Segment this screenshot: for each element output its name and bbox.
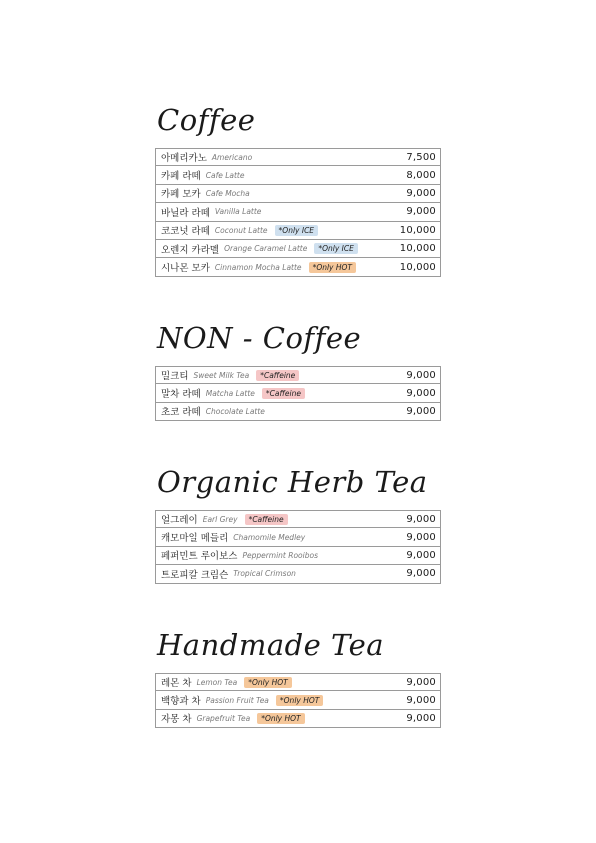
- item-name-korean: 밀크티: [161, 371, 189, 383]
- menu-item-row: [155, 690, 441, 709]
- item-name-english: Tropical Crimson: [233, 569, 296, 579]
- item-name-english: Earl Grey: [202, 514, 238, 524]
- section-organic-herb-tea: [155, 464, 441, 584]
- item-name-english: Lemon Tea: [196, 677, 238, 687]
- item-name-korean: 오렌지 카라멜: [161, 244, 220, 256]
- item-price: 10,000: [399, 224, 436, 236]
- menu-item-row: [155, 527, 441, 546]
- item-name-korean: 백향과 차: [161, 696, 201, 708]
- item-price: 9,000: [406, 676, 436, 688]
- item-price: 9,000: [406, 187, 436, 199]
- item-name-korean: 초코 라떼: [161, 407, 201, 419]
- item-name-korean: 바닐라 라떼: [161, 207, 210, 219]
- item-name-english: Chamomile Medley: [233, 532, 306, 542]
- item-price: 9,000: [406, 549, 436, 561]
- menu-list: [155, 510, 441, 584]
- item-price: 9,000: [406, 694, 436, 706]
- section-non-coffee: [155, 320, 441, 421]
- item-name-english: Passion Fruit Tea: [205, 695, 269, 705]
- item-name-korean: 아메리카노: [161, 153, 207, 165]
- section-title: Organic Herb Tea: [157, 465, 428, 499]
- item-price: 9,000: [406, 513, 436, 525]
- item-name-korean: 트로피칼 크림슨: [161, 569, 229, 581]
- item-price: 9,000: [406, 568, 436, 580]
- menu-item-row: [155, 366, 441, 384]
- item-name-korean: 시나몬 모카: [161, 263, 210, 275]
- item-name-korean: 자몽 차: [161, 714, 192, 726]
- only-ice-badge: *Only ICE: [275, 225, 319, 236]
- item-name-english: Cafe Mocha: [205, 188, 250, 198]
- item-name-korean: 카페 모카: [161, 189, 201, 201]
- section-coffee: [155, 102, 441, 277]
- item-price: 9,000: [406, 405, 436, 417]
- menu-item-row: [155, 165, 441, 184]
- item-price: 9,000: [406, 369, 436, 381]
- item-price: 10,000: [399, 243, 436, 255]
- only-hot-badge: *Only HOT: [309, 262, 356, 273]
- item-name-korean: 카페 라떼: [161, 171, 201, 183]
- section-title: NON - Coffee: [157, 321, 362, 355]
- item-name-english: Orange Caramel Latte: [224, 244, 308, 254]
- menu-list: [155, 366, 441, 421]
- item-price: 10,000: [399, 261, 436, 273]
- menu-item-row: [155, 673, 441, 691]
- menu-list: [155, 148, 441, 277]
- item-price: 9,000: [406, 206, 436, 218]
- only-ice-badge: *Only ICE: [314, 243, 358, 254]
- item-price: 8,000: [406, 169, 436, 181]
- item-name-english: Matcha Latte: [205, 388, 255, 398]
- menu-item-row: [155, 546, 441, 565]
- item-price: 9,000: [406, 712, 436, 724]
- item-name-korean: 페퍼민트 루이보스: [161, 551, 238, 563]
- menu-item-row: [155, 510, 441, 528]
- caffeine-badge: *Caffeine: [256, 370, 299, 381]
- menu-item-row: [155, 221, 441, 240]
- section-title: Coffee: [157, 103, 256, 137]
- item-price: 9,000: [406, 387, 436, 399]
- caffeine-badge: *Caffeine: [262, 388, 305, 399]
- only-hot-badge: *Only HOT: [244, 677, 291, 688]
- section-handmade-tea: [155, 627, 441, 728]
- item-price: 9,000: [406, 531, 436, 543]
- menu-item-row: [155, 564, 441, 583]
- item-name-english: Chocolate Latte: [205, 406, 265, 416]
- menu-item-row: [155, 184, 441, 203]
- item-name-english: Americano: [211, 152, 253, 162]
- menu-list: [155, 673, 441, 728]
- item-name-korean: 캐모마일 메들리: [161, 533, 229, 545]
- item-name-korean: 말차 라떼: [161, 389, 201, 401]
- caffeine-badge: *Caffeine: [245, 514, 288, 525]
- item-name-korean: 레몬 차: [161, 678, 192, 690]
- item-name-english: Coconut Latte: [214, 225, 268, 235]
- menu-item-row: [155, 383, 441, 402]
- item-name-english: Peppermint Rooibos: [242, 550, 318, 560]
- item-price: 7,500: [406, 151, 436, 163]
- item-name-english: Sweet Milk Tea: [193, 370, 250, 380]
- menu-item-row: [155, 148, 441, 166]
- menu-item-row: [155, 402, 441, 421]
- menu-item-row: [155, 257, 441, 276]
- item-name-english: Cinnamon Mocha Latte: [214, 262, 302, 272]
- section-title: Handmade Tea: [157, 628, 385, 662]
- menu-item-row: [155, 239, 441, 258]
- menu-item-row: [155, 202, 441, 221]
- only-hot-badge: *Only HOT: [257, 713, 304, 724]
- item-name-english: Grapefruit Tea: [196, 713, 251, 723]
- only-hot-badge: *Only HOT: [276, 695, 323, 706]
- item-name-korean: 코코넛 라떼: [161, 226, 210, 238]
- menu-item-row: [155, 709, 441, 728]
- item-name-english: Vanilla Latte: [214, 207, 262, 217]
- item-name-korean: 얼그레이: [161, 515, 198, 527]
- item-name-english: Cafe Latte: [205, 170, 245, 180]
